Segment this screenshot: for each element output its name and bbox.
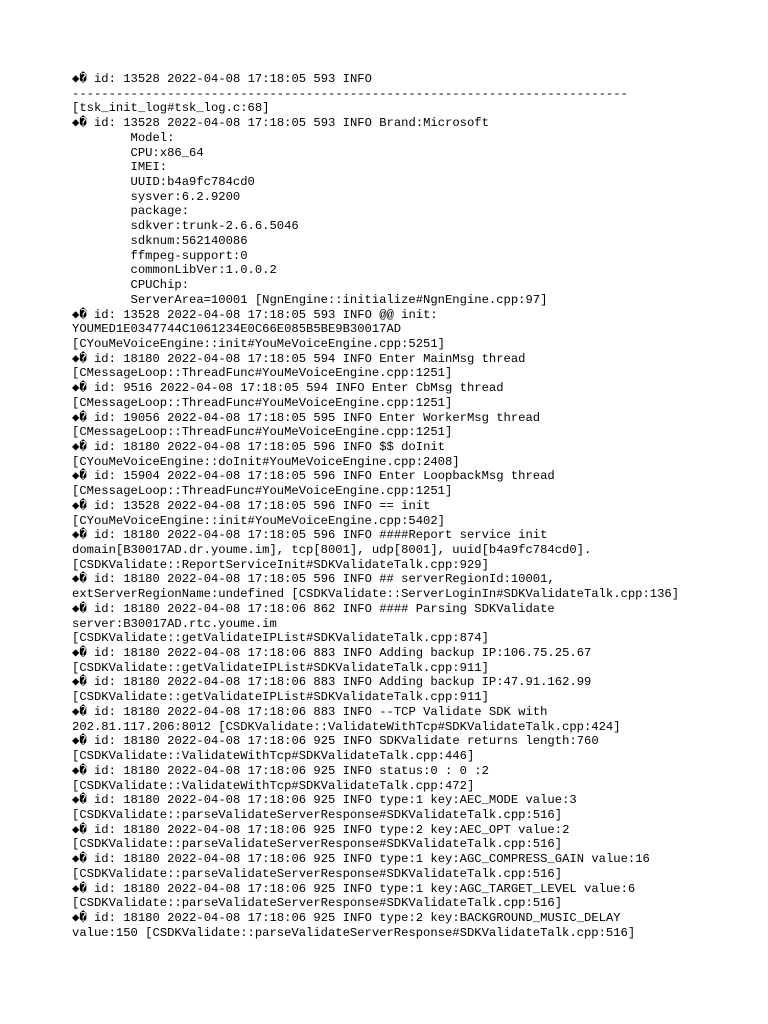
log-text bbox=[72, 72, 712, 940]
log-line: ◆� id: 19056 2022-04-08 17:18:05 595 INFO Enter WorkerMsg thread bbox=[72, 410, 541, 425]
log-line: ◆� id: 18180 2022-04-08 17:18:06 925 INFO type:1 key:AGC_COMPRESS_GAIN value:16 bbox=[72, 852, 650, 867]
log-line: UUID:b4a9fc784cd0 bbox=[72, 175, 255, 190]
log-line: ffmpeg-support:0 bbox=[72, 248, 248, 263]
log-line: Model: bbox=[72, 130, 175, 145]
log-line: ◆� id: 18180 2022-04-08 17:18:05 596 INFO ## serverRegionId:10001, bbox=[72, 572, 555, 587]
log-line: ◆� id: 15904 2022-04-08 17:18:05 596 INFO Enter LoopbackMsg thread bbox=[72, 469, 555, 484]
log-line: commonLibVer:1.0.0.2 bbox=[72, 263, 277, 278]
log-line: CPU:x86_64 bbox=[72, 145, 204, 160]
log-line: [CYouMeVoiceEngine::init#YouMeVoiceEngine.cpp:5251] bbox=[72, 336, 445, 351]
log-line: ◆� id: 18180 2022-04-08 17:18:05 596 INFO $$ doInit bbox=[72, 439, 446, 454]
log-line: ◆� id: 18180 2022-04-08 17:18:06 925 INFO type:2 key:AEC_OPT value:2 bbox=[72, 822, 570, 837]
log-line: ◆� id: 18180 2022-04-08 17:18:06 925 INFO type:1 key:AEC_MODE value:3 bbox=[72, 793, 577, 808]
log-line: ◆� id: 13528 2022-04-08 17:18:05 593 INFO @@ init: bbox=[72, 307, 438, 322]
log-line: ◆� id: 18180 2022-04-08 17:18:06 925 INFO SDKValidate returns length:760 bbox=[72, 734, 599, 749]
log-line: [CSDKValidate::ValidateWithTcp#SDKValidateTalk.cpp:446] bbox=[72, 749, 475, 764]
log-line: server:B30017AD.rtc.youme.im bbox=[72, 616, 277, 631]
log-line: [CSDKValidate::ReportServiceInit#SDKValidateTalk.cpp:929] bbox=[72, 557, 489, 572]
log-line: sysver:6.2.9200 bbox=[72, 189, 241, 204]
log-line: [CSDKValidate::parseValidateServerResponse#SDKValidateTalk.cpp:516] bbox=[72, 866, 563, 881]
log-line: ◆� id: 18180 2022-04-08 17:18:06 883 INFO --TCP Validate SDK with bbox=[72, 704, 548, 719]
log-line: ◆� id: 13528 2022-04-08 17:18:05 593 INFO bbox=[72, 72, 372, 86]
log-line: ◆� id: 9516 2022-04-08 17:18:05 594 INFO Enter CbMsg thread bbox=[72, 381, 504, 396]
log-line: ◆� id: 18180 2022-04-08 17:18:06 925 INFO type:2 key:BACKGROUND_MUSIC_DELAY bbox=[72, 910, 621, 925]
log-line: [CYouMeVoiceEngine::init#YouMeVoiceEngine.cpp:5402] bbox=[72, 513, 445, 528]
log-line: ServerArea=10001 [NgnEngine::initialize#NgnEngine.cpp:97] bbox=[72, 292, 548, 307]
log-line: value:150 [CSDKValidate::parseValidateServerResponse#SDKValidateTalk.cpp:516] bbox=[72, 925, 636, 940]
log-line: [CMessageLoop::ThreadFunc#YouMeVoiceEngine.cpp:1251] bbox=[72, 425, 453, 440]
log-line: domain[B30017AD.dr.youme.im], tcp[8001], udp[8001], uuid[b4a9fc784cd0]. bbox=[72, 543, 592, 557]
log-line: ◆� id: 13528 2022-04-08 17:18:05 596 INFO == init bbox=[72, 498, 431, 513]
log-line: [CYouMeVoiceEngine::doInit#YouMeVoiceEngine.cpp:2408] bbox=[72, 454, 460, 469]
log-line: package: bbox=[72, 204, 190, 219]
log-line: [CSDKValidate::getValidateIPList#SDKValidateTalk.cpp:911] bbox=[72, 690, 489, 705]
log-line: sdknum:562140086 bbox=[72, 233, 248, 248]
log-line: [CSDKValidate::getValidateIPList#SDKValidateTalk.cpp:874] bbox=[72, 631, 489, 646]
log-line: ◆� id: 18180 2022-04-08 17:18:06 925 INFO type:1 key:AGC_TARGET_LEVEL value:6 bbox=[72, 881, 636, 896]
log-line: ◆� id: 18180 2022-04-08 17:18:06 862 INFO #### Parsing SDKValidate bbox=[72, 601, 555, 616]
log-line: YOUMED1E0347744C1061234E0C66E085B5BE9B30017AD bbox=[72, 322, 402, 337]
document-page bbox=[72, 72, 712, 940]
log-line: extServerRegionName:undefined [CSDKValidate::ServerLoginIn#SDKValidateTalk.cpp:136] bbox=[72, 587, 680, 602]
log-line: sdkver:trunk-2.6.6.5046 bbox=[72, 219, 299, 234]
log-line: [CMessageLoop::ThreadFunc#YouMeVoiceEngine.cpp:1251] bbox=[72, 366, 453, 381]
log-line: [CSDKValidate::parseValidateServerResponse#SDKValidateTalk.cpp:516] bbox=[72, 837, 563, 852]
log-line: 202.81.117.206:8012 [CSDKValidate::ValidateWithTcp#SDKValidateTalk.cpp:424] bbox=[72, 719, 621, 734]
log-line: ◆� id: 18180 2022-04-08 17:18:05 594 INFO Enter MainMsg thread bbox=[72, 351, 526, 366]
log-line: [CSDKValidate::getValidateIPList#SDKValidateTalk.cpp:911] bbox=[72, 660, 489, 675]
log-line: IMEI: bbox=[72, 160, 168, 175]
log-line: CPUChip: bbox=[72, 278, 190, 293]
log-line: [CSDKValidate::parseValidateServerResponse#SDKValidateTalk.cpp:516] bbox=[72, 896, 563, 911]
log-line: [CSDKValidate::parseValidateServerResponse#SDKValidateTalk.cpp:516] bbox=[72, 807, 563, 822]
log-line: [tsk_init_log#tsk_log.c:68] bbox=[72, 101, 270, 116]
log-line: ◆� id: 18180 2022-04-08 17:18:05 596 INFO ####Report service init bbox=[72, 528, 548, 543]
log-line: ◆� id: 18180 2022-04-08 17:18:06 925 INFO status:0 : 0 :2 bbox=[72, 763, 489, 778]
log-line: ◆� id: 18180 2022-04-08 17:18:06 883 INFO Adding backup IP:106.75.25.67 bbox=[72, 646, 592, 661]
log-line: [CMessageLoop::ThreadFunc#YouMeVoiceEngine.cpp:1251] bbox=[72, 484, 453, 499]
log-line: ◆� id: 18180 2022-04-08 17:18:06 883 INFO Adding backup IP:47.91.162.99 bbox=[72, 675, 592, 690]
log-line: ◆� id: 13528 2022-04-08 17:18:05 593 INFO Brand:Microsoft bbox=[72, 116, 489, 131]
log-line: [CMessageLoop::ThreadFunc#YouMeVoiceEngine.cpp:1251] bbox=[72, 395, 453, 410]
log-line: ---------------------------------------------------------------------------- bbox=[72, 86, 628, 101]
log-line: [CSDKValidate::ValidateWithTcp#SDKValidateTalk.cpp:472] bbox=[72, 778, 475, 793]
